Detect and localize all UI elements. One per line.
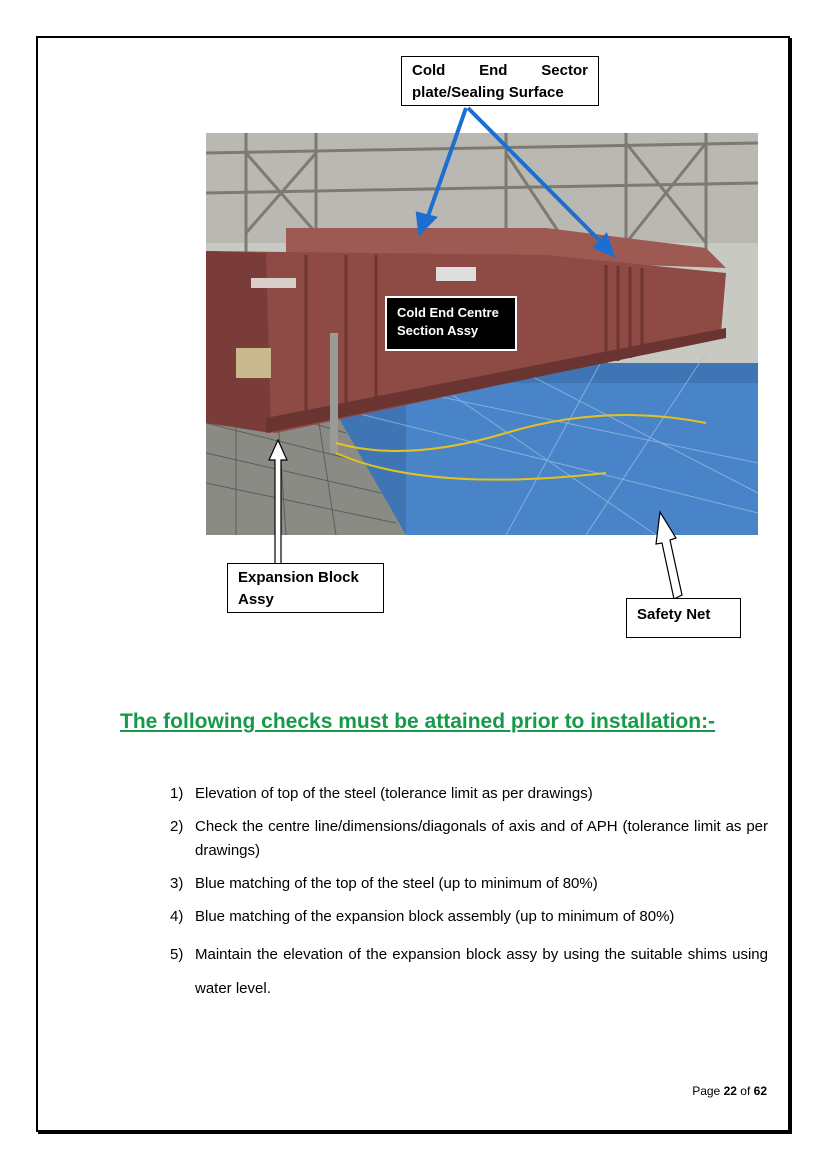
sector-line-2: plate/Sealing Surface [412, 84, 564, 101]
list-item [170, 815, 768, 863]
centre-line-1: Cold End Centre [397, 305, 499, 320]
sector-word-1: Cold [412, 62, 446, 79]
checks-list [170, 782, 768, 1015]
label-cold-end-centre-section [385, 296, 517, 351]
list-item [170, 938, 768, 1006]
item-text: Elevation of top of the steel (tolerance limit as per drawings) [195, 785, 593, 802]
expansion-line-2: Assy [238, 591, 274, 608]
page-label: Page [692, 1084, 721, 1098]
centre-line-2: Section Assy [397, 323, 479, 338]
label-expansion-block [227, 563, 384, 613]
safety-text: Safety Net [637, 606, 711, 623]
label-safety-net [626, 598, 741, 638]
page-number: 22 [723, 1084, 737, 1098]
sector-word-3: Sector [541, 62, 588, 79]
label-cold-end-sector-plate [401, 56, 599, 106]
item-text: Maintain the elevation of the expansion block assy by using the suitable shims using water level. [195, 946, 768, 997]
section-heading: The following checks must be attained prior to installation:- [120, 710, 716, 733]
item-text: Blue matching of the expansion block assembly (up to minimum of 80%) [195, 908, 675, 925]
sector-word-2: End [479, 62, 508, 79]
page-total: 62 [753, 1084, 767, 1098]
expansion-line-1: Expansion Block [238, 569, 359, 586]
item-text: Check the centre line/dimensions/diagonals of axis and of APH (tolerance limit as per drawings) [195, 818, 768, 859]
item-number: 1) [170, 785, 184, 802]
item-number: 5) [170, 946, 184, 963]
item-number: 4) [170, 908, 184, 925]
of-label: of [740, 1084, 751, 1098]
list-item [170, 782, 768, 806]
item-number: 2) [170, 818, 184, 835]
item-number: 3) [170, 875, 184, 892]
list-item [170, 905, 768, 929]
item-text: Blue matching of the top of the steel (up to minimum of 80%) [195, 875, 598, 892]
list-item [170, 872, 768, 896]
page-footer [692, 1084, 767, 1098]
